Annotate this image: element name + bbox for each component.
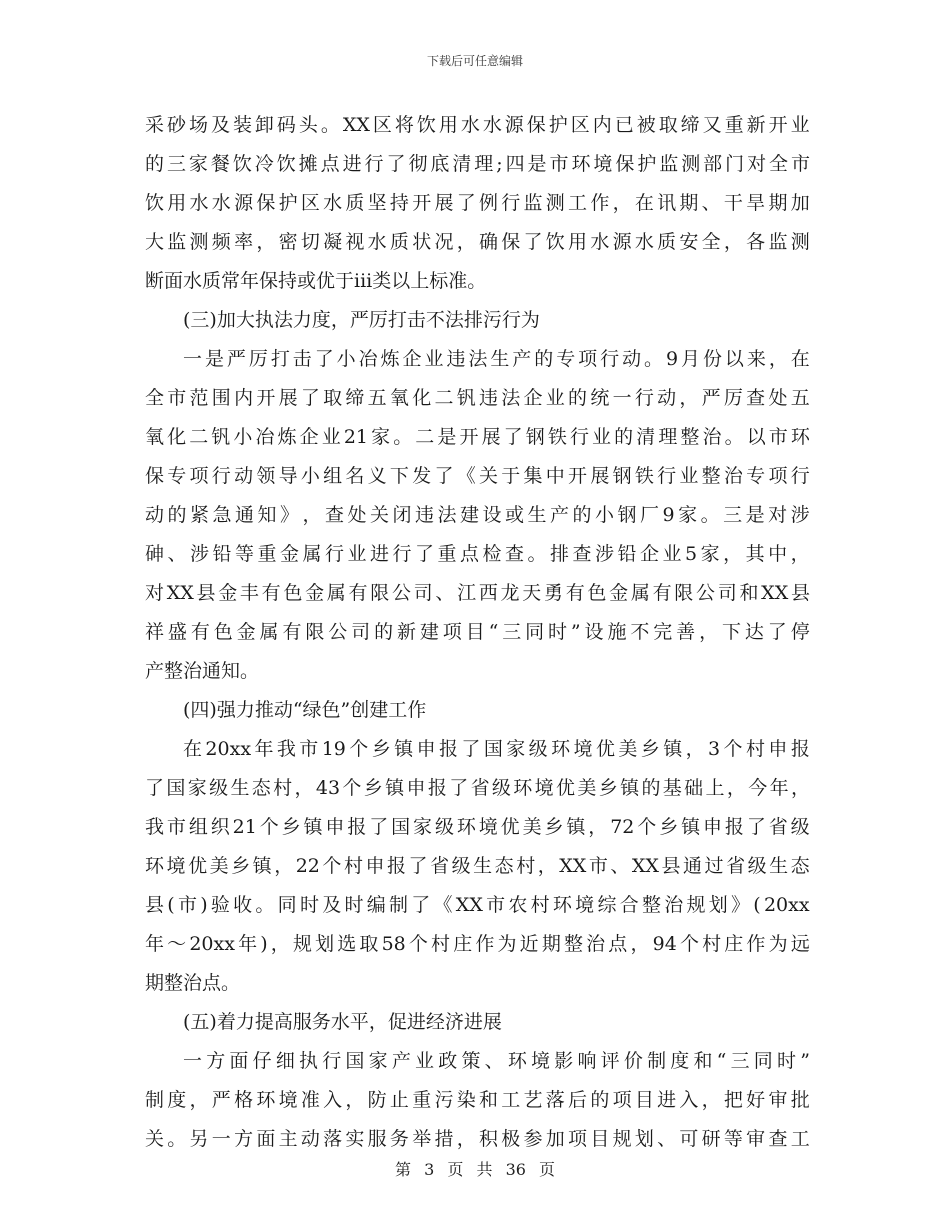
text-line: 保 专 项 行 动 领 导 小 组 名 义 下 发 了 《 关 于 集 中 开 展 钢 铁 行 业 整 治 专 项 行: [145, 465, 810, 487]
text-line: 的 三 家 餐 饮 冷 饮 摊 点 进 行 了 彻 底 清 理 ; 四 是 市 环 境 保 护 监 测 部 门 对 全 市: [145, 153, 810, 175]
footer-page-word: 页: [447, 1160, 464, 1179]
text-line: 采 砂 场 及 装 卸 码 头 。 XX 区 将 饮 用 水 水 源 保 护 区 内 已 被 取 缔 又 重 新 开 业: [145, 114, 810, 136]
text-line: (五)着力提高服务水平，促进经济进展: [183, 1011, 502, 1033]
footer-total-word: 共: [476, 1160, 493, 1179]
text-line: 年 ～ 20xx 年 ) ， 规 划 选 取 58 个 村 庄 作 为 近 期 整 治 点 ， 94 个 村 庄 作 为 远: [145, 933, 810, 955]
text-line: 制 度 ， 严 格 环 境 准 入 ， 防 止 重 污 染 和 工 艺 落 后 的 项 目 进 入 ， 把 好 审 批: [145, 1089, 810, 1111]
text-line: 对 XX 县 金 丰 有 色 金 属 有 限 公 司 、 江 西 龙 天 勇 有 色 金 属 有 限 公 司 和 XX 县: [145, 582, 810, 604]
text-line: (三)加大执法力度，严厉打击不法排污行为: [183, 309, 540, 331]
text-line: 一 是 严 厉 打 击 了 小 冶 炼 企 业 违 法 生 产 的 专 项 行 动 。 9 月 份 以 来 ， 在: [183, 348, 810, 370]
text-line: 全 市 范 围 内 开 展 了 取 缔 五 氧 化 二 钒 违 法 企 业 的 统 一 行 动 ， 严 厉 查 处 五: [145, 387, 810, 409]
text-line: 在 20xx 年 我 市 19 个 乡 镇 申 报 了 国 家 级 环 境 优 美 乡 镇 ， 3 个 村 申 报: [183, 738, 810, 760]
text-line: 饮 用 水 水 源 保 护 区 水 质 坚 持 开 展 了 例 行 监 测 工 作 ， 在 讯 期 、 干 旱 期 加: [145, 192, 810, 214]
text-line: 断面水质常年保持或优于iii类以上标准。: [145, 270, 487, 292]
footer-prefix: 第: [394, 1160, 411, 1179]
text-line: 一 方 面 仔 细 执 行 国 家 产 业 政 策 、 环 境 影 响 评 价 制 度 和 “ 三 同 时 ”: [183, 1050, 810, 1072]
text-line: 期整治点。: [145, 972, 241, 994]
text-line: 关 。 另 一 方 面 主 动 落 实 服 务 举 措 ， 积 极 参 加 项 目 规 划 、 可 研 等 审 查 工: [145, 1128, 810, 1150]
current-page-number: 3: [424, 1160, 435, 1179]
text-line: (四)强力推动“绿色”创建工作: [183, 699, 427, 721]
text-line: 大 监 测 频 率 ， 密 切 凝 视 水 质 状 况 ， 确 保 了 饮 用 水 源 水 质 安 全 ， 各 监 测: [145, 231, 810, 253]
page-footer: [0, 1157, 950, 1180]
text-line: 我 市 组 织 21 个 乡 镇 申 报 了 国 家 级 环 境 优 美 乡 镇 ， 72 个 乡 镇 申 报 了 省 级: [145, 816, 810, 838]
text-line: 产整治通知。: [145, 660, 260, 682]
footer-suffix: 页: [539, 1160, 556, 1179]
text-line: 砷 、 涉 铅 等 重 金 属 行 业 进 行 了 重 点 检 查 。 排 查 涉 铅 企 业 5 家 ， 其 中 ，: [145, 543, 810, 565]
text-line: 了 国 家 级 生 态 村 ， 43 个 乡 镇 申 报 了 省 级 环 境 优 美 乡 镇 的 基 础 上 ， 今 年 ，: [145, 777, 810, 799]
text-line: 氧 化 二 钒 小 冶 炼 企 业 21 家 。 二 是 开 展 了 钢 铁 行 业 的 清 理 整 治 。 以 市 环: [145, 426, 810, 448]
text-line: 祥 盛 有 色 金 属 有 限 公 司 的 新 建 项 目 “ 三 同 时 ” 设 施 不 完 善 ， 下 达 了 停: [145, 621, 810, 643]
total-pages-number: 36: [505, 1160, 526, 1179]
text-line: 动 的 紧 急 通 知 》 ， 查 处 关 闭 违 法 建 设 或 生 产 的 小 钢 厂 9 家 。 三 是 对 涉: [145, 504, 810, 526]
document-body: [145, 106, 810, 1159]
page-header: 下载后可任意编辑: [426, 54, 523, 68]
text-line: 环 境 优 美 乡 镇 ， 22 个 村 申 报 了 省 级 生 态 村 ， XX 市 、 XX 县 通 过 省 级 生 态: [145, 855, 810, 877]
text-line: 县 ( 市 ) 验 收 。 同 时 及 时 编 制 了 《 XX 市 农 村 环 境 综 合 整 治 规 划 》 ( 20xx: [145, 894, 810, 916]
